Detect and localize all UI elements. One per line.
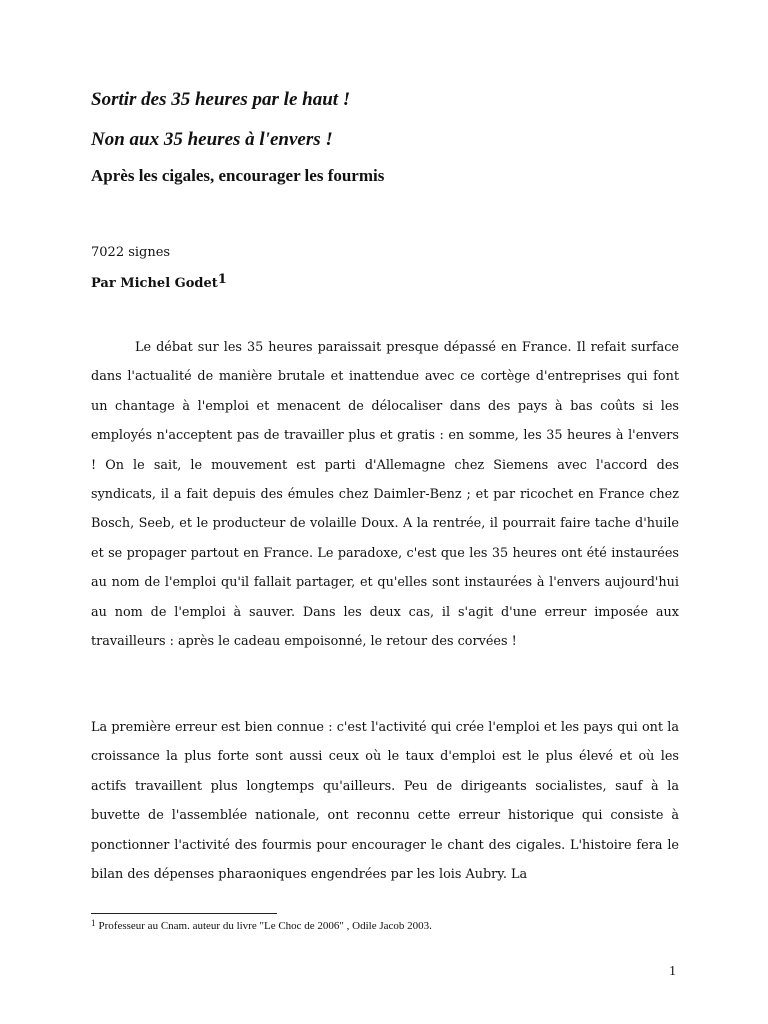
author-line xyxy=(91,272,227,291)
paragraph-1: Le débat sur les 35 heures paraissait presque dépassé en France. Il refait surface dans l'actualité de manière brutale et inattendue avec ce cortège d'entreprises qui font un chantage à l'emploi et menacent de délocaliser dans des pays à bas coûts si les employés n'acceptent pas de travailler plus et gratis : en somme, les 35 heures à l'envers ! On le sait, le mouvement est parti d'Allemagne chez Siemens avec l'accord des syndicats, il a fait depuis des émules chez Daimler-Benz ; et par ricochet en France chez Bosch, Seeb, et le producteur de volaille Doux. A la rentrée, il pourrait faire tache d'huile et se propager partout en France. Le paradoxe, c'est que les 35 heures ont été instaurées au nom de l'emploi qu'il fallait partager, et qu'elles sont instaurées à l'envers aujourd'hui au nom de l'emploi à sauver. Dans les deux cas, il s'agit d'une erreur imposée aux travailleurs : après le cadeau empoisonné, le retour des corvées ! xyxy=(91,340,679,650)
paragraph-2: La première erreur est bien connue : c'est l'activité qui crée l'emploi et les pays qui ont la croissance la plus forte sont aussi ceux où le taux d'emploi est le plus élevé et où les actifs travaillent plus longtemps qu'ailleurs. Peu de dirigeants socialistes, sauf à la buvette de l'assemblée nationale, ont reconnu cette erreur historique qui consiste à ponctionner l'activité des fourmis pour encourager le chant des cigales. L'histoire fera le bilan des dépenses pharaoniques engendrées par les lois Aubry. La xyxy=(91,720,679,883)
subtitle: Après les cigales, encourager les fourmis xyxy=(91,166,385,185)
author-footnote-ref: 1 xyxy=(217,272,227,287)
sign-count: 7022 signes xyxy=(91,245,171,260)
title-line-2: Non aux 35 heures à l'envers ! xyxy=(91,129,333,150)
footnote-number: 1 xyxy=(91,918,96,928)
title-line-1: Sortir des 35 heures par le haut ! xyxy=(91,89,351,110)
footnote-text: Professeur au Cnam. auteur du livre "Le Choc de 2006" , Odile Jacob 2003. xyxy=(98,920,432,932)
footnote-separator xyxy=(91,913,277,914)
page-number: 1 xyxy=(669,964,676,979)
footnote xyxy=(91,920,432,932)
author-name: Par Michel Godet xyxy=(91,276,218,291)
